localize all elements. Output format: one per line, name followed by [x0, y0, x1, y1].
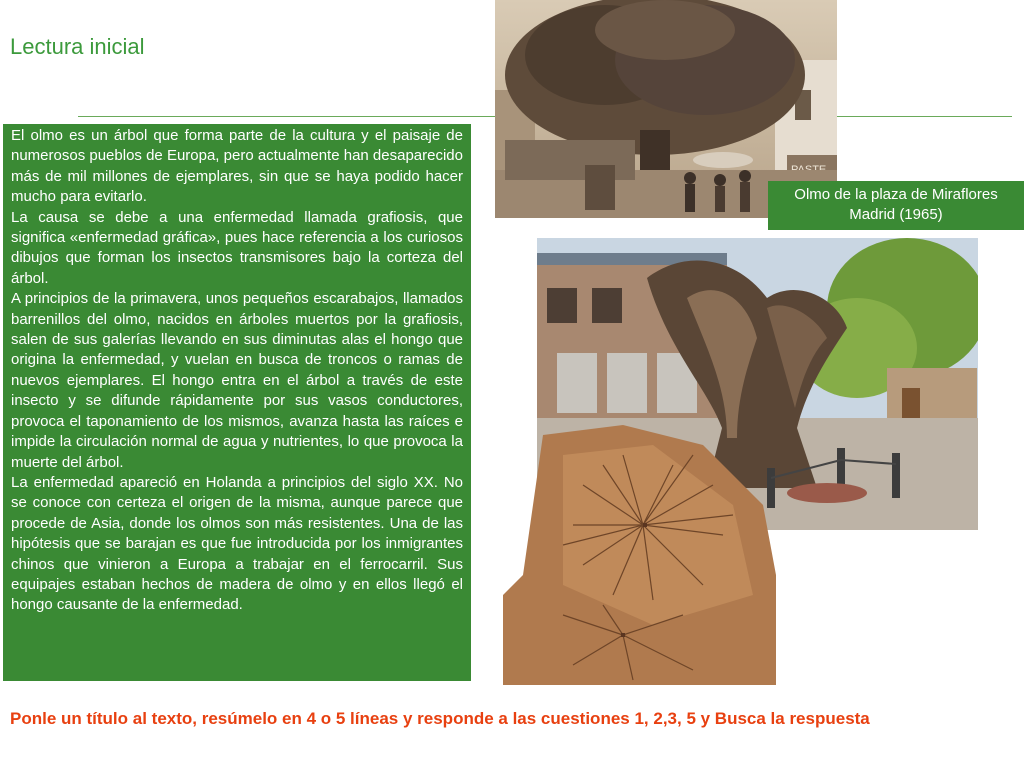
reading-text-box [3, 124, 471, 681]
paragraph-2: La causa se debe a una enfermedad llamada grafiosis, que significa «enfermedad gráfica», pues hace referencia a los curiosos dibujos que forman los insectos transmisores bajo la corteza del árbol. [11, 208, 463, 287]
bark-galleries-photo [503, 425, 776, 685]
caption-line-1: Olmo de la plaza de Miraflores [794, 186, 998, 203]
photo-caption [768, 181, 1024, 230]
page-title: Lectura inicial [10, 34, 145, 59]
paragraph-4: La enfermedad apareció en Holanda a principios del siglo XX. No se conoce con certeza el origen de la misma, aunque parece que procede de Asia, donde los olmos son más resistentes. Una de las hipótesis que se barajan es que fue introducida por los inmigrantes chinos que vinieron a Europa a trabajar en el ferrocarril. Sus equipajes estaban hechos de madera de olmo y en ellos llegó el hongo causante de la enfermedad. [11, 473, 463, 614]
instruction-text: Ponle un título al texto, resúmelo en 4 o 5 líneas y responde a las cuestiones 1, 2,3, 5 y Busca la respuesta [10, 709, 870, 728]
paragraph-3: A principios de la primavera, unos pequeños escarabajos, llamados barrenillos del olmo, nacidos en árboles muertos por la grafiosis, salen de sus galerías llevando en sus diminutas alas el hongo que origina la enfermedad, y vuelan en busca de troncos o ramas de nuevos ejemplares. El hongo entra en el árbol a través de este insecto y se difunde rápidamente por sus vasos conductores, provoca el taponamiento de los mismos, avanza hasta las raíces e impide la circulación normal de agua y nutrientes, lo que provoca la muerte del árbol. [11, 290, 463, 471]
caption-line-2: Madrid (1965) [849, 206, 943, 223]
paragraph-1: El olmo es un árbol que forma parte de la cultura y el paisaje de numerosos pueblos de Europa, pero actualmente han desaparecido más de mil millones de ejemplares, sin que se haya podido hacer mucho para evitarlo. [11, 127, 463, 206]
